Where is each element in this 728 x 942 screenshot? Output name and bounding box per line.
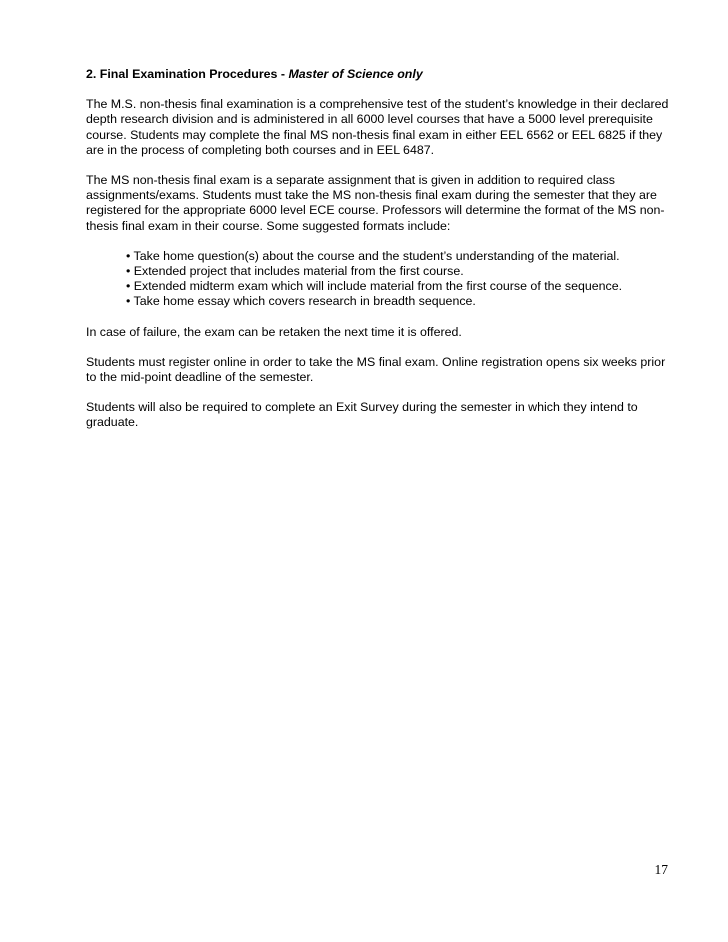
paragraph-exam-description: The M.S. non-thesis final examination is a comprehensive test of the student’s knowledge in their declared depth research division and is administered in all 6000 level courses that have a 5000 level prerequisite course. Students may complete the final MS non-thesis final exam in either EEL 6562 or EEL 6825 if they are in the process of completing both courses and in EEL 6487. — [86, 97, 669, 157]
section-heading-qualifier: Master of Science only — [288, 67, 423, 81]
list-item: • Take home question(s) about the course and the student’s understanding of the material. — [126, 248, 620, 263]
list-item: • Extended midterm exam which will include material from the first course of the sequence. — [126, 279, 623, 294]
page-number: 17 — [654, 862, 668, 877]
section-heading — [86, 67, 676, 82]
paragraph-registration: Students must register online in order to take the MS final exam. Online registration opens six weeks prior to the mid-point deadline of the semester. — [86, 354, 666, 385]
list-item: • Extended project that includes material from the first course. — [126, 264, 464, 279]
paragraph-exit-survey: Students will also be required to complete an Exit Survey during the semester in which they intend to graduate. — [86, 400, 638, 430]
paragraph-exam-assignment: The MS non-thesis final exam is a separate assignment that is given in addition to required class assignments/exams. Students must take the MS non-thesis final exam during the semester that they are registered for the appropriate 6000 level ECE course. Professors will determine the format of the MS non-thesis final exam in their course. Some suggested formats include: — [86, 173, 665, 233]
suggested-formats-list — [86, 249, 676, 310]
section-heading-title: 2. Final Examination Procedures - — [86, 67, 289, 81]
paragraph-retake-policy: In case of failure, the exam can be retaken the next time it is offered. — [86, 324, 462, 339]
page-content — [86, 67, 676, 446]
list-item: • Take home essay which covers research in breadth sequence. — [126, 294, 476, 309]
